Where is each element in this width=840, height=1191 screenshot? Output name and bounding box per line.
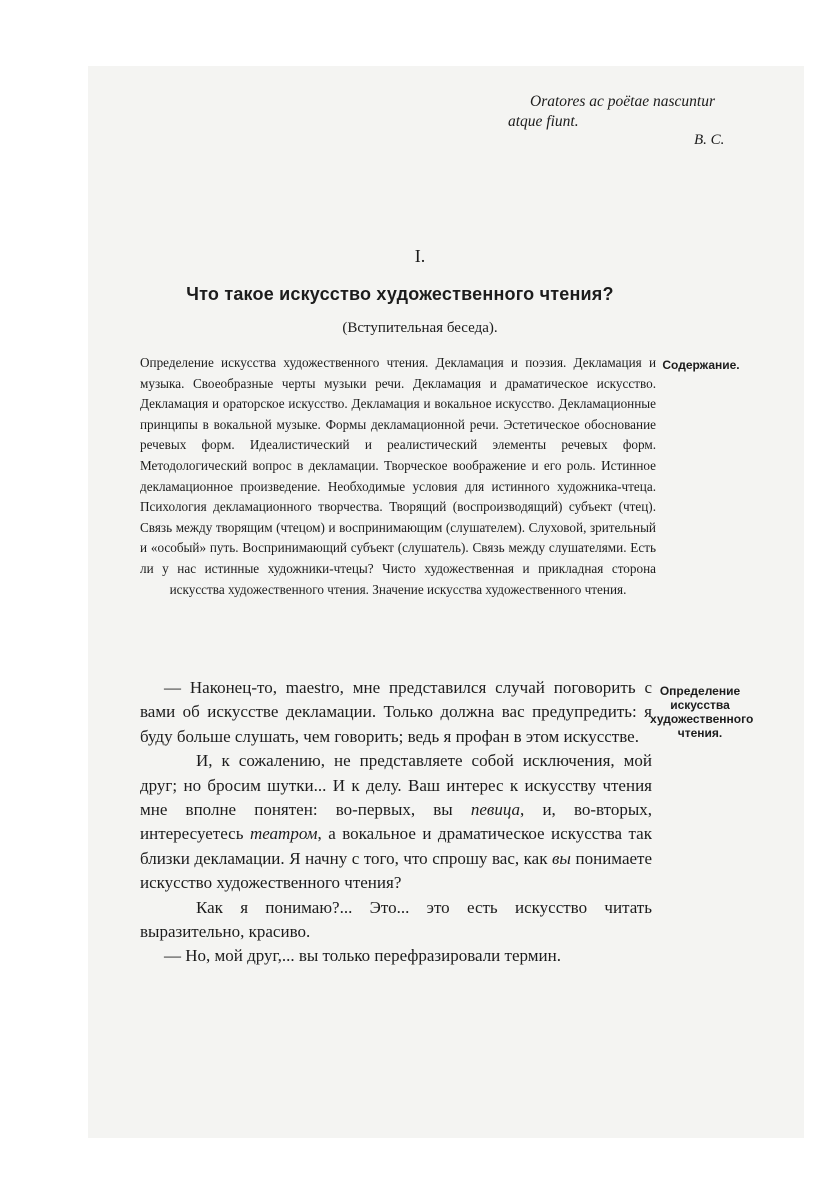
page-background xyxy=(88,66,804,1138)
emphasis-singer: певица xyxy=(470,800,521,820)
paragraph-2-part-a: И, к сожалению, не представляете собой исключения, мой друг; но бросим шутки... И к делу. Ваш интерес к искусству чтения мне вполне понятен: во-первых, вы xyxy=(140,751,652,820)
epigraph xyxy=(508,92,760,132)
paragraph-2-part-c: , а вокальное и драматическое искусства так близки декламации. Я начну с того, что спрошу вас, как xyxy=(140,824,652,868)
paragraph-1: — Наконец-то, maestro, мне представился случай поговорить с вами об искусстве декламации. Только должна вас предупредить: я буду больше слушать, чем говорить; ведь я профан в этом искусстве. xyxy=(140,678,652,746)
epigraph-line-2: atque fiunt. xyxy=(508,113,579,130)
dialogue-text xyxy=(140,676,652,969)
paragraph-2-part-b: , и, во-вторых, интересуетесь xyxy=(140,800,652,844)
paragraph-2 xyxy=(140,749,652,895)
epigraph-line-1: Oratores ac poëtae nascuntur xyxy=(530,93,715,110)
margin-note-contents: Содержание. xyxy=(662,358,740,372)
paragraph-3: Как я понимаю?... Это... это есть искусство читать выразительно, красиво. xyxy=(140,897,652,942)
chapter-subtitle: (Вступительная беседа). xyxy=(342,320,498,336)
paragraph-4: — Но, мой друг,... вы только перефразировали термин. xyxy=(164,946,561,966)
epigraph-signature: В. С. xyxy=(694,132,725,148)
paragraph-2-part-d: понимаете искусство художественного чтения? xyxy=(140,848,653,893)
emphasis-you: вы xyxy=(552,848,571,868)
chapter-number: I. xyxy=(414,246,426,266)
margin-note-definition: Определение искусства художественного чтения. xyxy=(650,684,754,740)
chapter-title: Что такое искусство художественного чтения? xyxy=(186,284,614,304)
chapter-summary: Определение искусства художественного чтения. Декламация и поэзия. Декламация и музыка. Своеобразные черты музыки речи. Декламация и драматическое искусство. Декламация и ораторское искусство. Декламация и вокальное искусство. Декламационные принципы в вокальной музыке. Формы декламационной речи. Эстетическое обоснование речевых форм. Идеалистический и реалистический элементы речевых форм. Методологический вопрос в декламации. Творческое воображение и его роль. Истинное декламационное произведение. Необходимые условия для истинного художника-чтеца. Психология декламационного творчества. Творящий (воспроизводящий) субъект (чтец). Связь между творящим (чтецом) и воспринимающим (слушателем). Слуховой, зрительный и «особый» путь. Воспринимающий субъект (слушатель). Связь между слушателями. Есть ли у нас истинные художники-чтецы? Чисто художественная и прикладная сторона искусства художественного чтения. Значение искусства художественного чтения. xyxy=(140,355,656,597)
emphasis-theatre: театром xyxy=(249,824,318,844)
